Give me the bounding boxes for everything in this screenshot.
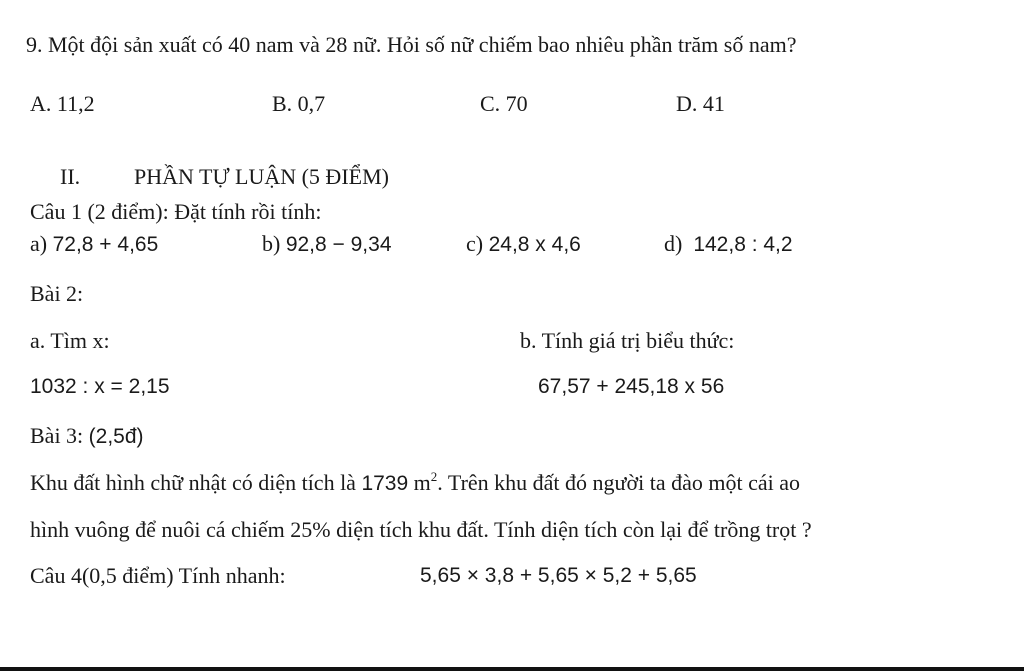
item-c-label: c): [466, 231, 484, 256]
bai-3-points: (2,5đ): [88, 425, 144, 448]
cau-4-title: Câu 4(0,5 điểm) Tính nhanh:: [30, 563, 286, 588]
item-c-expr: 24,8 x 4,6: [488, 233, 581, 256]
cau-1-item-a: [30, 231, 158, 258]
bai-2-title: Bài 2:: [30, 281, 84, 306]
item-a-label: a): [30, 231, 48, 256]
bai-2-b-label: b. Tính giá trị biểu thức:: [520, 328, 735, 353]
bai-3-header: [30, 423, 144, 450]
bai-3-line-1-pre: Khu đất hình chữ nhật có diện tích là: [30, 470, 362, 495]
bai-3-title: Bài 3:: [30, 423, 84, 448]
bai-2-a-label: a. Tìm x:: [30, 328, 110, 353]
cau-1-item-b: [262, 231, 392, 258]
bai-3-line-1: [30, 470, 800, 497]
item-d-expr: 142,8 : 4,2: [693, 233, 793, 256]
item-a-expr: 72,8 + 4,65: [52, 233, 159, 256]
bai-3-line-2: hình vuông để nuôi cá chiếm 25% diện tích khu đất. Tính diện tích còn lại để trồng trọt ?: [30, 517, 812, 542]
cau-1-item-c: [466, 231, 581, 258]
option-d: D. 41: [676, 91, 725, 116]
option-a: A. 11,2: [30, 91, 95, 116]
bai-3-line-1-post: . Trên khu đất đó người ta đào một cái ao: [437, 470, 800, 495]
part-2-heading: PHẦN TỰ LUẬN (5 ĐIỂM): [134, 164, 389, 189]
bai-2-a-expr: 1032 : x = 2,15: [30, 375, 170, 398]
area-value: 1739: [361, 472, 409, 495]
question-9-text: 9. Một đội sản xuất có 40 nam và 28 nữ. Hỏi số nữ chiếm bao nhiêu phần trăm số nam?: [26, 32, 797, 57]
item-d-label: d): [664, 231, 683, 256]
item-b-label: b): [262, 231, 281, 256]
bottom-border: [0, 667, 1024, 671]
cau-4-expr: 5,65 × 3,8 + 5,65 × 5,2 + 5,65: [420, 564, 697, 587]
option-b: B. 0,7: [272, 91, 326, 116]
area-unit: m: [413, 470, 431, 495]
cau-1-item-d: [664, 231, 793, 258]
area-exponent: 2: [430, 469, 438, 484]
item-b-expr: 92,8 − 9,34: [285, 233, 392, 256]
option-c: C. 70: [480, 91, 528, 116]
part-2-number: II.: [60, 164, 81, 189]
cau-1-title: Câu 1 (2 điểm): Đặt tính rồi tính:: [30, 199, 322, 224]
bai-2-b-expr: 67,57 + 245,18 x 56: [538, 375, 725, 398]
